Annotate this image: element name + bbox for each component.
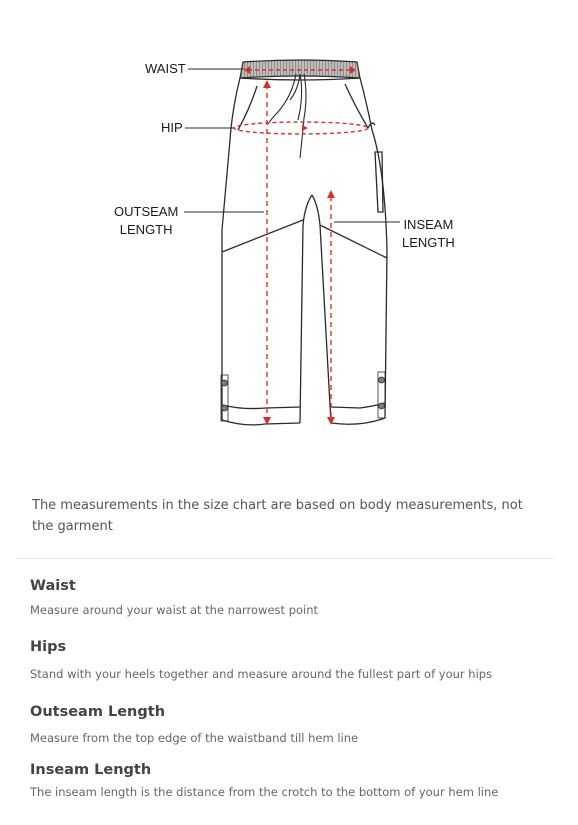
leader-lines <box>184 69 400 222</box>
guide-item-waist <box>30 576 560 618</box>
outseam-callout-line2: LENGTH <box>119 222 173 237</box>
outseam-callout-line1: OUTSEAM <box>114 204 179 219</box>
outseam-callout <box>114 203 178 239</box>
inseam-callout-line1: INSEAM <box>403 217 454 232</box>
guide-item-title: Waist <box>30 578 76 594</box>
guide-item-description: The inseam length is the distance from the crotch to the bottom of your hem line <box>30 785 499 799</box>
inseam-callout <box>402 216 455 252</box>
waist-callout: WAIST <box>145 61 186 76</box>
hip-measure-ellipse <box>234 122 368 134</box>
pants-outline <box>222 78 387 425</box>
guide-item-description: Stand with your heels together and measure around the fullest part of your hips <box>30 667 493 681</box>
size-chart-note: The measurements in the size chart are based on body measurements, not the garment <box>32 498 523 534</box>
guide-item-description: Measure from the top edge of the waistband till hem line <box>30 731 359 745</box>
inseam-callout-line2: LENGTH <box>402 235 455 250</box>
guide-item-title: Inseam Length <box>30 762 152 778</box>
guide-item-title: Outseam Length <box>30 704 166 720</box>
guide-item-title: Hips <box>30 639 67 655</box>
hem-buttons <box>221 372 385 421</box>
hip-callout: HIP <box>161 120 183 135</box>
guide-item-inseam <box>30 760 560 800</box>
guide-item-description: Measure around your waist at the narrowest point <box>30 603 319 617</box>
drawstring <box>268 74 306 158</box>
divider <box>16 558 554 559</box>
guide-item-hips <box>30 637 560 682</box>
guide-item-outseam <box>30 702 560 746</box>
